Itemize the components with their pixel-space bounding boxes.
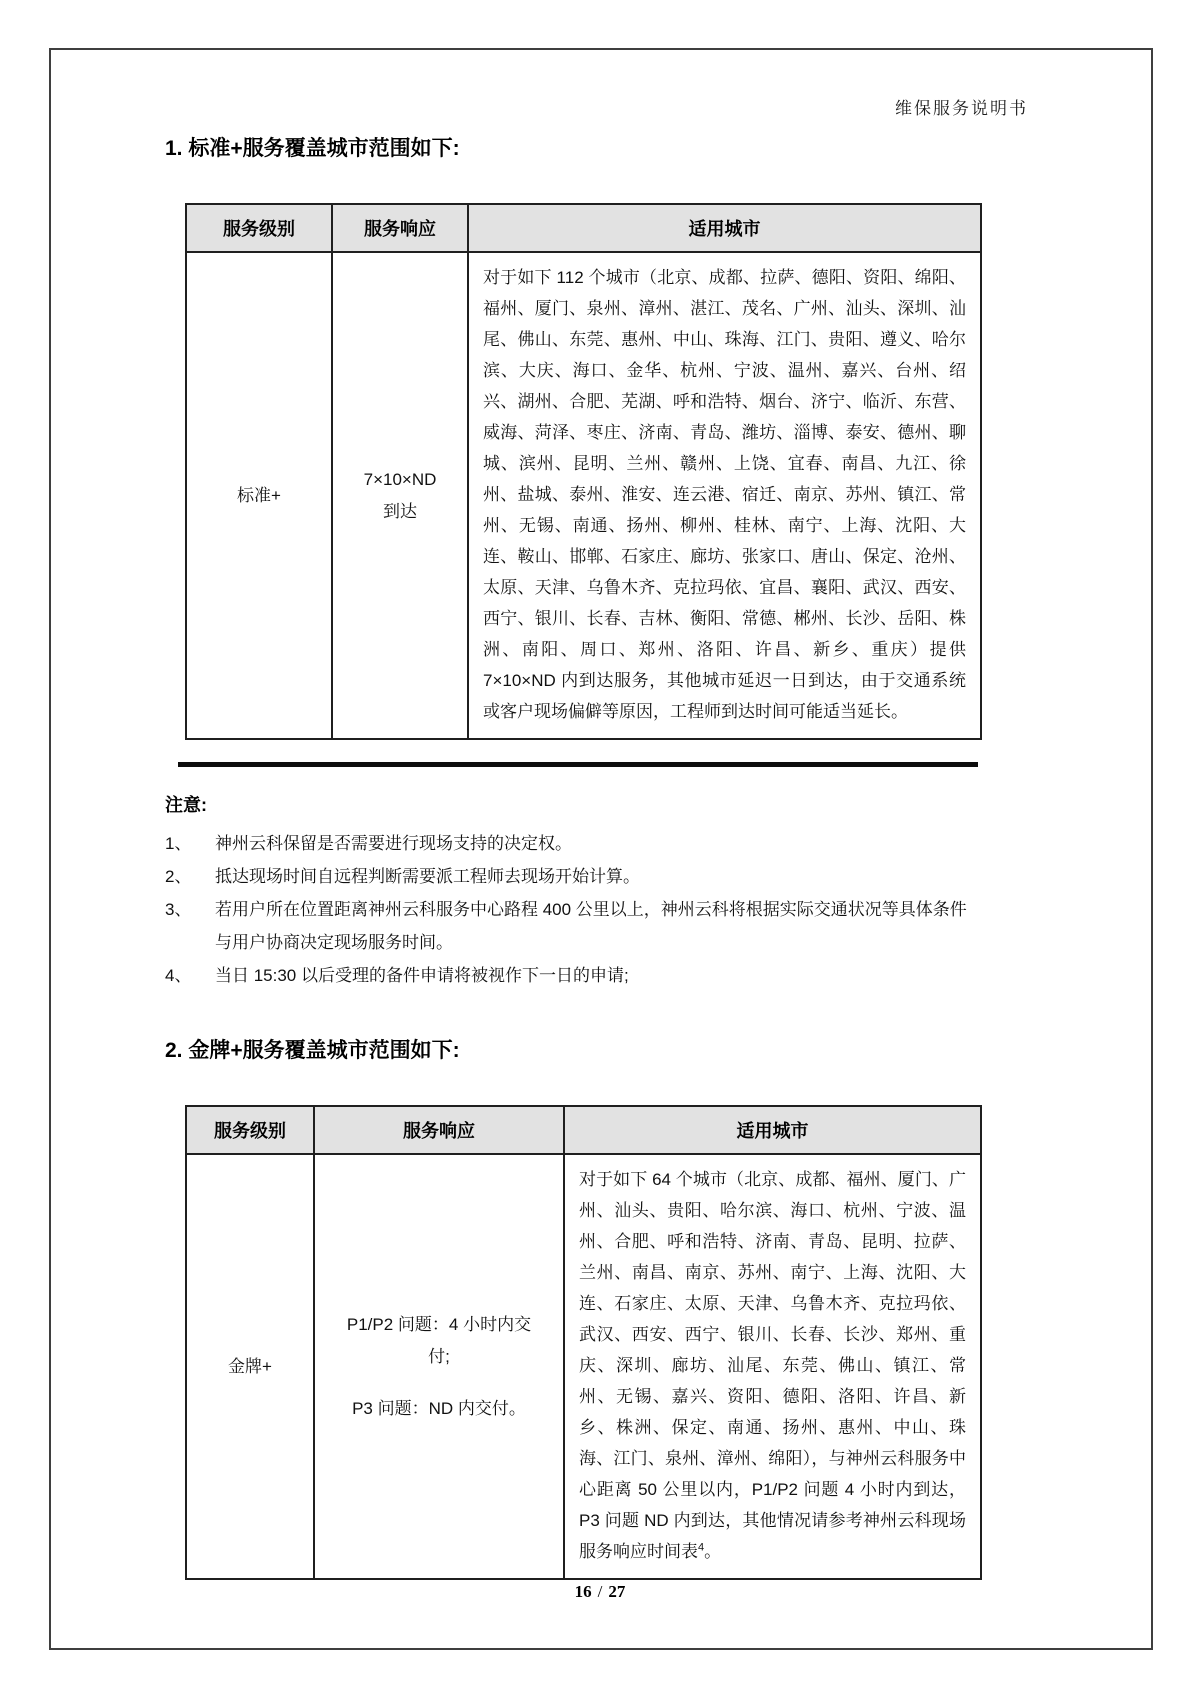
note-number: 3、 [165,900,192,919]
table1-service-response-cell [332,252,468,739]
note-item-2 [165,860,980,893]
note-item-4 [165,959,980,992]
section1-heading: 1. 标准+服务覆盖城市范围如下: [165,137,460,160]
response-line-2: 到达 [383,501,417,521]
table2-cities-cell [564,1154,981,1579]
total-page-count: 27 [608,1582,626,1601]
table2-service-level-cell: 金牌+ [186,1154,314,1579]
document-body [165,135,980,1580]
notes-section [165,791,980,992]
table2-cities-tail: 。 [704,1542,722,1561]
table1-cities-cell [468,252,981,739]
response-paragraph-2: P3 问题：ND 内交付。 [352,1398,526,1418]
note-text: 神州云科保留是否需要进行现场支持的决定权。 [215,834,572,853]
table2-service-response-cell [314,1154,564,1579]
section2-table [185,1105,982,1580]
note-item-3 [165,893,980,959]
section1-table [185,203,982,740]
page-header-title: 维保服务说明书 [895,99,1028,118]
table1-service-level-cell: 标准+ [186,252,332,739]
section-divider [178,762,978,767]
note-item-1 [165,827,980,860]
table1-col-header-service-level: 服务级别 [186,204,332,252]
notes-title: 注意: [165,795,207,815]
note-number: 4、 [165,966,192,985]
table1-col-header-service-response: 服务响应 [332,204,468,252]
note-text: 抵达现场时间自远程判断需要派工程师去现场开始计算。 [215,867,640,886]
response-line-1: 7×10×ND [363,469,437,489]
note-number: 2、 [165,867,192,886]
footnote-reference: 4 [698,1541,705,1554]
table2-cities-text [579,1164,966,1567]
current-page-number: 16 [574,1582,592,1601]
table2-col-header-applicable-cities: 适用城市 [564,1106,981,1154]
table2-data-row [186,1154,981,1579]
table2-header-row [186,1106,981,1154]
response-paragraph-1: P1/P2 问题：4 小时内交付; [346,1314,532,1366]
table2-cities-main: 对于如下 64 个城市（北京、成都、福州、厦门、广州、汕头、贵阳、哈尔滨、海口、杭州、宁波、温州、合肥、呼和浩特、济南、青岛、昆明、拉萨、兰州、南昌、南京、苏州、南宁、上海、沈阳、大连、石家庄、太原、天津、乌鲁木齐、克拉玛依、武汉、西安、西宁、银川、长春、长沙、郑州、重庆、深圳、廊坊、汕尾、东莞、佛山、镇江、常州、无锡、嘉兴、资阳、德阳、洛阳、许昌、新乡、株洲、保定、南通、扬州、惠州、中山、珠海、江门、泉州、漳州、绵阳），与神州云科服务中心距离 50 公里以内，P1/P2 问题 4 小时内到达，P3 问题 ND 内到达，其他情况请参考神州云科现场服务响应时间表 [579,1170,966,1561]
table1-cities-text: 对于如下 112 个城市（北京、成都、拉萨、德阳、资阳、绵阳、福州、厦门、泉州、漳州、湛江、茂名、广州、汕头、深圳、汕尾、佛山、东莞、惠州、中山、珠海、江门、贵阳、遵义、哈尔滨、大庆、海口、金华、杭州、宁波、温州、嘉兴、台州、绍兴、湖州、合肥、芜湖、呼和浩特、烟台、济宁、临沂、东营、威海、菏泽、枣庄、济南、青岛、潍坊、淄博、泰安、德州、聊城、滨州、昆明、兰州、赣州、上饶、宜春、南昌、九江、徐州、盐城、泰州、淮安、连云港、宿迁、南京、苏州、镇江、常州、无锡、南通、扬州、柳州、桂林、南宁、上海、沈阳、大连、鞍山、邯郸、石家庄、廊坊、张家口、唐山、保定、沧州、太原、天津、乌鲁木齐、克拉玛依、宜昌、襄阳、武汉、西安、西宁、银川、长春、吉林、衡阳、常德、郴州、长沙、岳阳、株洲、南阳、周口、郑州、洛阳、许昌、新乡、重庆）提供 7×10×ND 内到达服务，其他城市延迟一日到达，由于交通系统或客户现场偏僻等原因，工程师到达时间可能适当延长。 [483,268,966,721]
page-number-separator: / [597,1582,603,1601]
note-number: 1、 [165,834,192,853]
note-text: 若用户所在位置距离神州云科服务中心路程 400 公里以上，神州云科将根据实际交通状况等具体条件与用户协商决定现场服务时间。 [215,900,967,952]
table1-col-header-applicable-cities: 适用城市 [468,204,981,252]
table2-col-header-service-response: 服务响应 [314,1106,564,1154]
table1-header-row [186,204,981,252]
page-footer [0,1582,1200,1602]
section2-heading: 2. 金牌+服务覆盖城市范围如下: [165,1039,460,1062]
table2-col-header-service-level: 服务级别 [186,1106,314,1154]
note-text: 当日 15:30 以后受理的备件申请将被视作下一日的申请; [215,966,629,985]
table1-data-row [186,252,981,739]
